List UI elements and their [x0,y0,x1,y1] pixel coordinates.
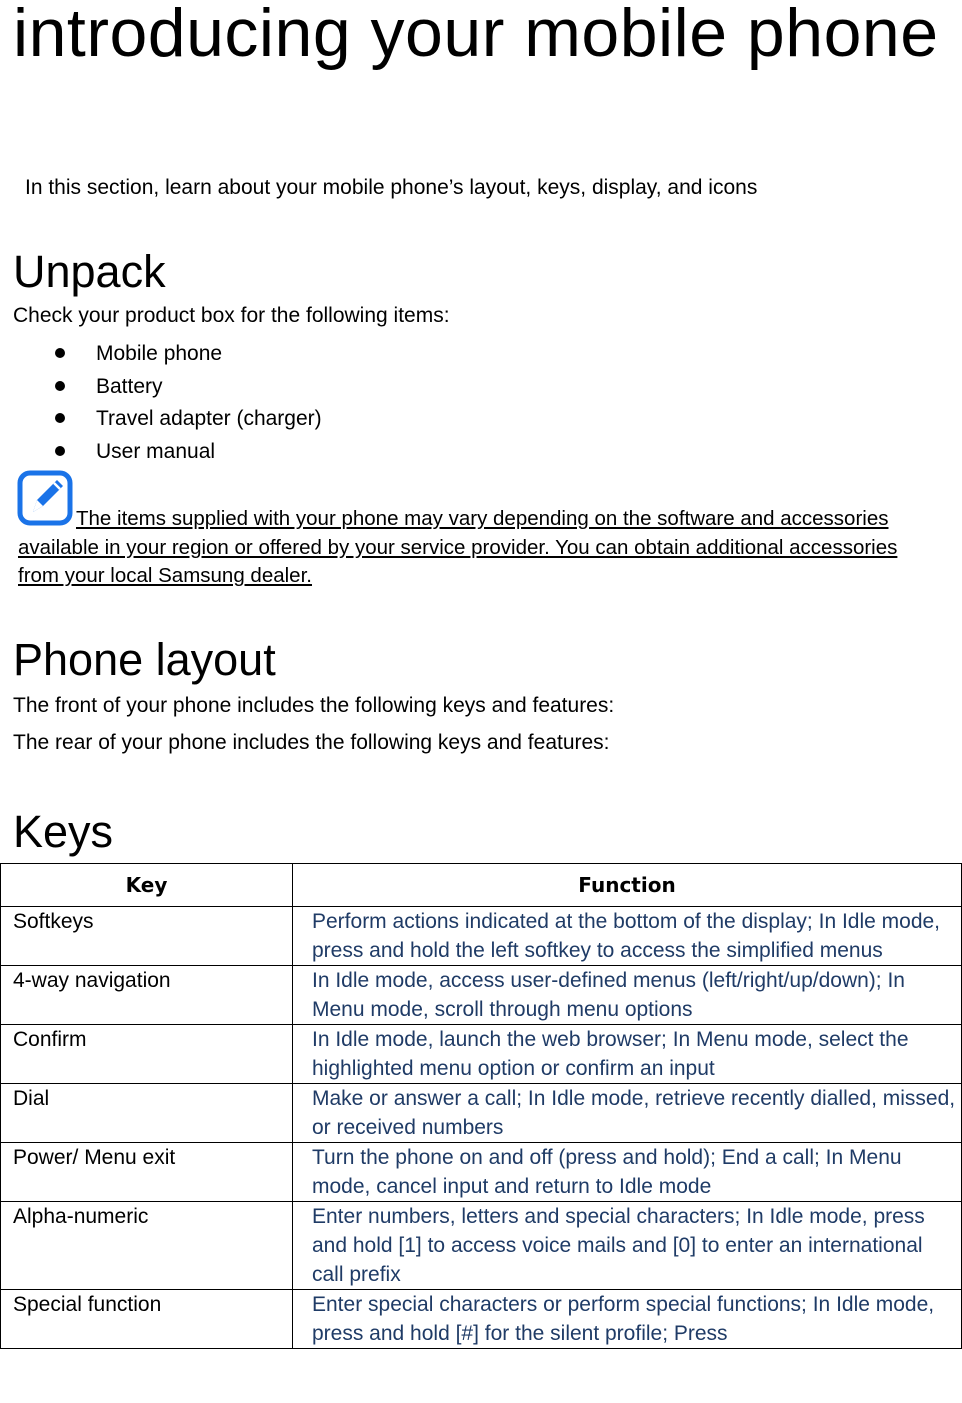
unpack-item-list [55,339,322,469]
list-item: Battery [55,372,322,405]
key-cell: Power/ Menu exit [1,1143,293,1202]
key-cell: Dial [1,1084,293,1143]
phone-layout-heading: Phone layout [13,634,276,685]
table-row [1,1202,962,1290]
function-cell: Perform actions indicated at the bottom of the display; In Idle mode, press and hold the left softkey to access the simplified menus [293,907,962,966]
table-row [1,1025,962,1084]
list-item: User manual [55,437,322,470]
key-cell: Softkeys [1,907,293,966]
key-cell: Alpha-numeric [1,1202,293,1290]
keys-table [0,863,962,1349]
table-row [1,1084,962,1143]
bullet-icon [55,348,65,358]
key-cell: Special function [1,1290,293,1349]
section-intro: In this section, learn about your mobile phone’s layout, keys, display, and icons [25,176,758,199]
function-cell: In Idle mode, access user-defined menus (left/right/up/down); In Menu mode, scroll through menu options [293,966,962,1025]
column-header-function: Function [293,864,962,907]
function-cell: Turn the phone on and off (press and hold); End a call; In Menu mode, cancel input and return to Idle mode [293,1143,962,1202]
page-title: introducing your mobile phone [13,0,939,71]
list-item: Travel adapter (charger) [55,404,322,437]
table-row [1,1290,962,1349]
key-cell: 4-way navigation [1,966,293,1025]
unpack-heading: Unpack [13,246,166,297]
table-row [1,907,962,966]
function-cell: Enter numbers, letters and special characters; In Idle mode, press and hold [1] to access voice mails and [0] to enter an international call prefix [293,1202,962,1290]
keys-heading: Keys [13,806,114,857]
bullet-icon [55,413,65,423]
column-header-key: Key [1,864,293,907]
note-text: The items supplied with your phone may vary depending on the software and accessories available in your region or offered by your service provider. You can obtain additional accessories from your local Samsung dealer. [18,507,898,587]
unpack-text: Check your product box for the following items: [13,304,450,327]
bullet-icon [55,446,65,456]
function-cell: Make or answer a call; In Idle mode, retrieve recently dialled, missed, or received numbers [293,1084,962,1143]
table-row [1,1143,962,1202]
list-item: Mobile phone [55,339,322,372]
rear-layout-text: The rear of your phone includes the following keys and features: [13,731,610,754]
front-layout-text: The front of your phone includes the following keys and features: [13,694,615,717]
table-header-row [1,864,962,907]
table-row [1,966,962,1025]
bullet-icon [55,381,65,391]
function-cell: In Idle mode, launch the web browser; In Menu mode, select the highlighted menu option or confirm an input [293,1025,962,1084]
function-cell: Enter special characters or perform special functions; In Idle mode, press and hold [#] for the silent profile; Press [293,1290,962,1349]
key-cell: Confirm [1,1025,293,1084]
